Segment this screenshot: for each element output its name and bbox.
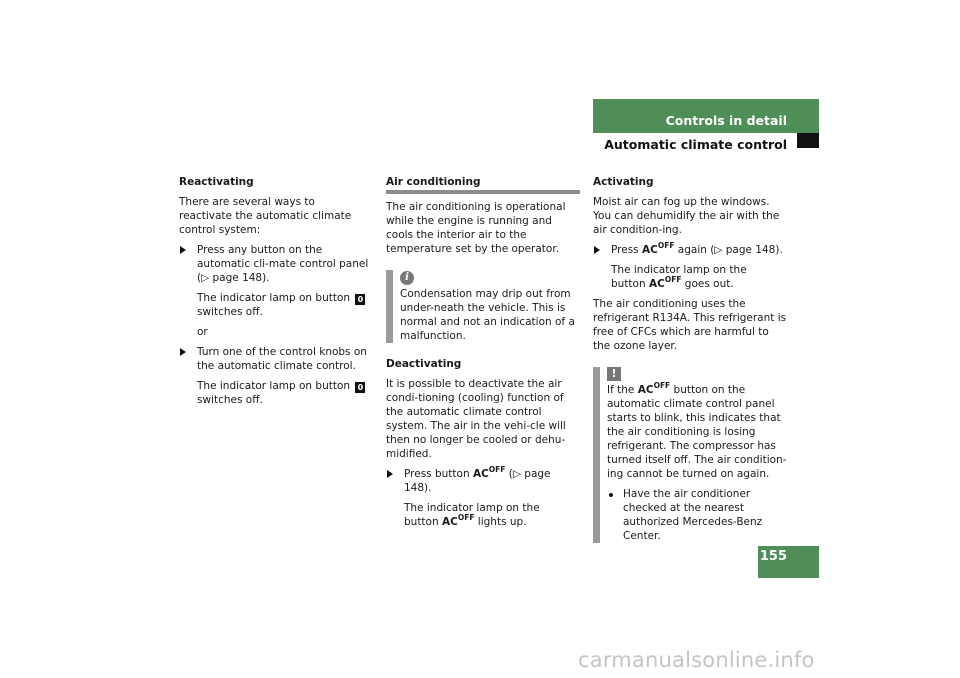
button-0-icon: 0: [355, 294, 365, 305]
section-title: Controls in detail: [665, 113, 787, 128]
watermark: carmanualsonline.info: [578, 648, 815, 672]
ac-off-button-label: $AC^{OFF}$: [637, 381, 671, 396]
info-note: [386, 270, 580, 343]
list-item: Press button $AC^{OFF}$ (▷ page 148).: [386, 467, 580, 495]
result-text: The indicator lamp on button 0 switches off.: [179, 379, 369, 407]
ac-off-button-label: $AC^{OFF}$: [472, 465, 506, 480]
deactivating-text: It is possible to deactivate the air condi-tioning (cooling) function of the automatic climate control system. The air in the vehi-cle will then no longer be cooled or dehu-midified.: [386, 378, 566, 460]
or-text: or: [197, 326, 208, 338]
arrow-bullet-icon: [387, 470, 393, 478]
column-air-conditioning: [386, 175, 580, 529]
result-text: The indicator lamp on the button $AC^{OFF}$ goes out.: [611, 264, 747, 290]
heading-air-conditioning: Air conditioning: [386, 175, 580, 194]
ac-off-button-label: $AC^{OFF}$: [648, 275, 682, 290]
subsection-title: Automatic climate control: [604, 137, 787, 152]
refrigerant-text: The air conditioning uses the refrigerant R134A. This refrigerant is free of CFCs which are harmful to the ozone layer.: [593, 298, 787, 352]
list-item: Turn one of the control knobs on the automatic climate control.: [179, 345, 369, 373]
ac-off-button-label: $AC^{OFF}$: [641, 241, 675, 256]
warning-note-text: If the $AC^{OFF}$ button on the automatic climate control panel starts to blink, this indicates that the air conditioning is losing refrigerant. The compressor has turned itself off. The air condition-ing cannot be turned on again.: [607, 381, 787, 480]
bullet-dot-icon: [609, 493, 613, 497]
column-activating: [593, 175, 789, 543]
page-number: 155: [759, 549, 787, 564]
arrow-bullet-icon: [180, 246, 186, 254]
info-icon: i: [400, 271, 414, 285]
info-note-text: Condensation may drip out from under-neath the vehicle. This is normal and not an indication of a malfunction.: [400, 288, 575, 342]
arrow-bullet-icon: [180, 348, 186, 356]
list-item: Press $AC^{OFF}$ again (▷ page 148).: [593, 243, 789, 257]
ac-intro: The air conditioning is operational while the engine is running and cools the interior air to the temperature set by the operator.: [386, 201, 566, 255]
heading-deactivating: Deactivating: [386, 358, 462, 370]
button-0-icon: 0: [355, 382, 365, 393]
result-text: The indicator lamp on the button $AC^{OFF}$ lights up.: [404, 502, 540, 528]
result-text: The indicator lamp on button 0 switches off.: [179, 291, 369, 319]
list-item: Press any button on the automatic cli-mate control panel (▷ page 148).: [179, 243, 369, 285]
list-item: Have the air conditioner checked at the nearest authorized Mercedes-Benz Center.: [607, 487, 789, 543]
arrow-bullet-icon: [594, 246, 600, 254]
heading-activating: Activating: [593, 176, 654, 188]
header-marker: [797, 133, 819, 148]
ac-off-button-label: $AC^{OFF}$: [441, 513, 475, 528]
column-reactivating: [179, 175, 369, 407]
reactivating-intro: There are several ways to reactivate the automatic climate control system:: [179, 196, 352, 236]
warning-icon: !: [607, 367, 621, 381]
heading-reactivating: Reactivating: [179, 176, 254, 188]
activating-text: Moist air can fog up the windows. You can dehumidify the air with the air condition-ing.: [593, 196, 780, 236]
warning-note: [593, 367, 789, 543]
